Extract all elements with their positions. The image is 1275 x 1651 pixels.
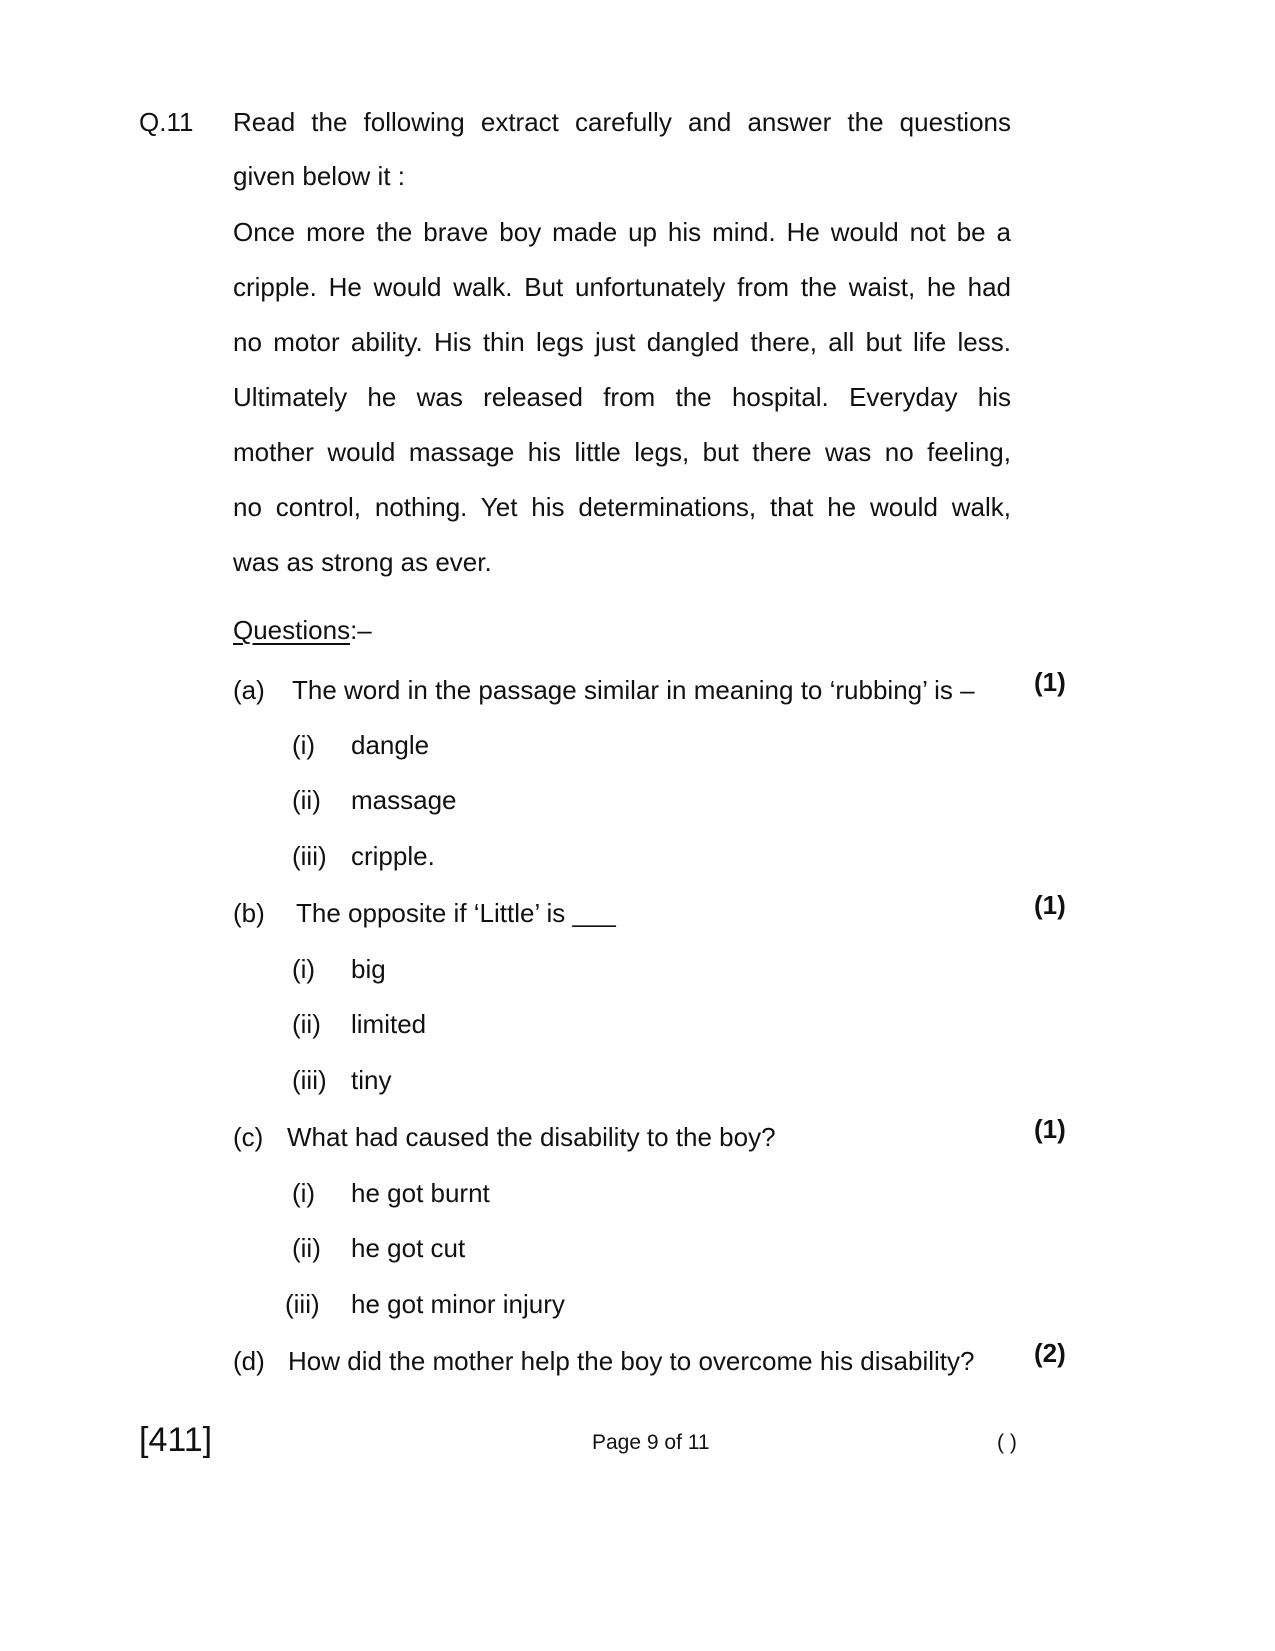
- questions-heading-suffix: :–: [350, 615, 372, 645]
- question-intro-line: Read the following extract carefully and answer the questions: [233, 107, 1011, 137]
- subquestion-text: The opposite if ‘Little’ is ___: [296, 898, 616, 928]
- page-number: Page 9 of 11: [592, 1431, 710, 1454]
- option-number: (i): [292, 954, 316, 984]
- option-text: limited: [351, 1009, 427, 1039]
- question-intro-line: given below it :: [233, 161, 405, 191]
- option-text: he got burnt: [351, 1178, 490, 1208]
- footer-parentheses: ( ): [997, 1431, 1017, 1454]
- option-text: tiny: [351, 1065, 392, 1095]
- option-text: big: [351, 954, 386, 984]
- option-text: he got cut: [351, 1233, 466, 1263]
- option-text: he got minor injury: [351, 1289, 565, 1319]
- paper-code: [411]: [139, 1421, 213, 1459]
- option-text: massage: [351, 785, 457, 815]
- questions-heading-text: Questions: [233, 615, 351, 645]
- option-number: (ii): [292, 1009, 321, 1039]
- subquestion-label: (c): [233, 1122, 264, 1152]
- passage-line: was as strong as ever.: [233, 547, 492, 577]
- passage-line: mother would massage his little legs, but there was no feeling,: [233, 437, 1011, 467]
- option-number: (ii): [292, 785, 321, 815]
- subquestion-text: The word in the passage similar in meaning to ‘rubbing’ is –: [292, 675, 975, 705]
- marks-label: (2): [1034, 1338, 1066, 1368]
- marks-label: (1): [1034, 1114, 1066, 1144]
- option-text: dangle: [351, 730, 430, 760]
- marks-label: (1): [1034, 667, 1066, 697]
- passage-line: cripple. He would walk. But unfortunately from the waist, he had: [233, 272, 1011, 302]
- passage-line: Once more the brave boy made up his mind. He would not be a: [233, 217, 1011, 247]
- questions-heading: [233, 610, 372, 650]
- passage-line: no motor ability. His thin legs just dangled there, all but life less.: [233, 327, 1011, 357]
- option-number: (iii): [292, 841, 327, 871]
- subquestion-label: (d): [233, 1346, 265, 1376]
- option-number: (i): [292, 1178, 316, 1208]
- question-number: Q.11: [139, 107, 194, 137]
- option-number: (i): [292, 730, 316, 760]
- option-number: (ii): [292, 1233, 321, 1263]
- option-number: (iii): [285, 1289, 320, 1319]
- option-number: (iii): [292, 1065, 327, 1095]
- passage-line: Ultimately he was released from the hospital. Everyday his: [233, 382, 1011, 412]
- subquestion-text: What had caused the disability to the boy?: [287, 1122, 776, 1152]
- marks-label: (1): [1034, 890, 1066, 920]
- subquestion-label: (b): [233, 898, 265, 928]
- option-text: cripple.: [351, 841, 435, 871]
- subquestion-label: (a): [233, 675, 265, 705]
- passage-line: no control, nothing. Yet his determinations, that he would walk,: [233, 492, 1011, 522]
- subquestion-text: How did the mother help the boy to overcome his disability?: [288, 1346, 975, 1376]
